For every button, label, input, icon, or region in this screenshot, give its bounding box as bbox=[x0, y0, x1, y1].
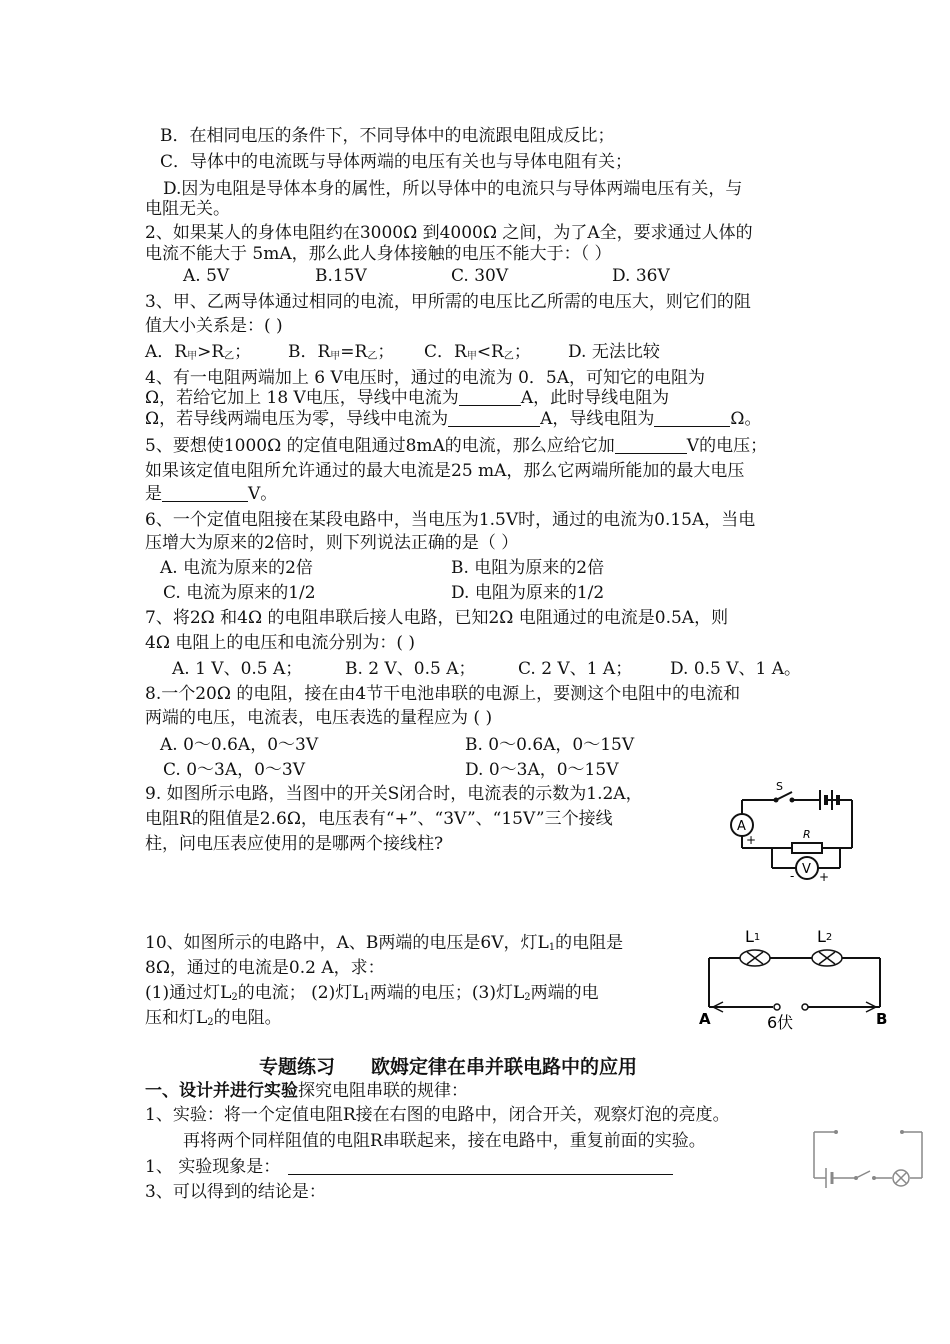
q8-option-b: B. 0～0.6A，0～15V bbox=[465, 735, 635, 755]
q1-option-d-line1: D.因为电阻是导体本身的属性，所以导体中的电流只与导体两端电压有关，与 bbox=[163, 179, 743, 199]
q10-terminal-b: B bbox=[876, 1010, 888, 1028]
q10-line1: 10、如图所示的电路中，A、B两端的电压是6V，灯$L_1$的电阻是 bbox=[145, 933, 624, 953]
q1-option-c: C．导体中的电流既与导体两端的电压有关也与导体电阻有关； bbox=[160, 152, 633, 172]
q1-option-d-line2: 电阻无关。 bbox=[145, 199, 230, 219]
q2-option-c: C. 30V bbox=[451, 266, 509, 286]
q5-line3: 是 V。 bbox=[145, 484, 278, 504]
q7-line1: 7、将2Ω 和4Ω 的电阻串联后接人电路，已知2Ω 电阻通过的电流是0.5A，则 bbox=[145, 608, 729, 628]
q6-option-a: A. 电流为原来的2倍 bbox=[160, 558, 313, 578]
q9-line1: 9. 如图所示电路，当图中的开关S闭合时，电流表的示数为1.2A， bbox=[145, 784, 643, 804]
section-circuit-figure bbox=[806, 1124, 926, 1194]
q3-line2: 值大小关系是：( ) bbox=[145, 316, 283, 336]
section-line3: 1、 实验现象是： bbox=[145, 1155, 673, 1179]
q2-option-b: B.15V bbox=[315, 266, 367, 286]
q6-option-d: D. 电阻为原来的1/2 bbox=[451, 583, 605, 603]
q3-option-b: B．$R_甲=R_乙$； bbox=[288, 342, 395, 362]
q9-line2: 电阻R的阻值是2.6Ω，电压表有“+”、“3V”、“15V”三个接线 bbox=[145, 809, 613, 829]
section-line2: 再将两个同样阻值的电阻R串联起来，接在电路中，重复前面的实验。 bbox=[183, 1131, 706, 1151]
q6-line2: 压增大为原来的2倍时，则下列说法正确的是（ ） bbox=[145, 533, 519, 553]
q7-line2: 4Ω 电阻上的电压和电流分别为：( ) bbox=[145, 633, 415, 653]
q3-option-d: D. 无法比较 bbox=[568, 342, 660, 362]
q10-voltage-label: 6伏 bbox=[767, 1013, 794, 1030]
q2-line1: 2、如果某人的身体电阻约在3000Ω 到4000Ω 之间，为了A全，要求通过人体的 bbox=[145, 223, 753, 243]
q4-blank-current-zero[interactable] bbox=[448, 410, 540, 427]
q3-option-a: A．$R_甲>R_乙$； bbox=[145, 342, 252, 362]
q1-option-b: B．在相同电压的条件下，不同导体中的电流跟电阻成反比； bbox=[160, 126, 615, 146]
q9-switch-label: S bbox=[776, 780, 783, 793]
q3-line1: 3、甲、乙两导体通过相同的电流，甲所需的电压比乙所需的电压大，则它们的阻 bbox=[145, 292, 751, 312]
q4-line2: Ω，若给它加上 18 V电压，导线中电流为 A，此时导线电阻为 bbox=[145, 388, 670, 408]
section-blank-phenomenon[interactable] bbox=[288, 1158, 673, 1175]
q10-circuit-figure bbox=[695, 920, 900, 1030]
q10-lamp1-label: L1 bbox=[745, 927, 761, 946]
q10-line2: 8Ω，通过的电流是0.2 A，求： bbox=[145, 958, 385, 978]
q10-line3: (1)通过灯$L_2$的电流； (2)灯$L_1$两端的电压；(3)灯$L_2$两端的电 bbox=[145, 983, 599, 1003]
q4-line3: Ω，若导线两端电压为零，导线中电流为 A，导线电阻为 Ω。 bbox=[145, 409, 762, 429]
section-line1: 1、实验：将一个定值电阻R接在右图的电路中，闭合开关，观察灯泡的亮度。 bbox=[145, 1105, 730, 1125]
section-title: 专题练习 欧姆定律在串并联电路中的应用 bbox=[259, 1056, 638, 1078]
q8-option-c: C. 0～3A，0～3V bbox=[163, 760, 306, 780]
q5-blank-voltage[interactable] bbox=[615, 437, 687, 454]
q9-resistor-label: R bbox=[803, 828, 811, 841]
q5-line2: 如果该定值电阻所允许通过的最大电流是25 mA，那么它两端所能加的最大电压 bbox=[145, 461, 745, 481]
q7-option-a: A. 1 V、0.5 A； bbox=[172, 659, 303, 679]
q9-voltmeter-minus: - bbox=[790, 869, 795, 882]
q4-blank-resistance[interactable] bbox=[654, 410, 730, 427]
q10-lamp2-label: L2 bbox=[817, 927, 833, 946]
q9-ammeter-plus: + bbox=[746, 833, 757, 847]
q10-terminal-a: A bbox=[699, 1010, 711, 1028]
section-line4: 3、可以得到的结论是： bbox=[145, 1182, 326, 1202]
q6-line1: 6、一个定值电阻接在某段电路中，当电压为1.5V时，通过的电流为0.15A，当电 bbox=[145, 510, 756, 530]
q7-option-c: C. 2 V、1 A； bbox=[518, 659, 633, 679]
q8-line1: 8.一个20Ω 的电阻，接在由4节干电池串联的电源上，要测这个电阻中的电流和 bbox=[145, 684, 741, 704]
q4-line1: 4、有一电阻两端加上 6 V电压时，通过的电流为 0．5A，可知它的电阻为 bbox=[145, 368, 706, 388]
q8-option-d: D. 0～3A，0～15V bbox=[465, 760, 619, 780]
q7-option-b: B. 2 V、0.5 A； bbox=[345, 659, 476, 679]
q5-line1: 5、要想使1000Ω 的定值电阻通过8mA的电流，那么应给它加 V的电压； bbox=[145, 436, 768, 456]
q8-line2: 两端的电压，电流表，电压表选的量程应为 ( ) bbox=[145, 708, 493, 728]
q9-voltmeter-label: V bbox=[802, 862, 811, 877]
q10-line4: 压和灯$L_2$的电阻。 bbox=[145, 1008, 282, 1028]
q9-ammeter-label: A bbox=[737, 819, 746, 834]
q4-blank-current[interactable] bbox=[459, 389, 521, 406]
q3-option-c: C．$R_甲<R_乙$； bbox=[424, 342, 531, 362]
q9-line3: 柱，问电压表应使用的是哪两个接线柱? bbox=[145, 834, 444, 854]
section-subheading: 一、设计并进行实验探究电阻串联的规律： bbox=[145, 1081, 468, 1101]
q6-option-c: C. 电流为原来的1/2 bbox=[163, 583, 316, 603]
q6-option-b: B. 电阻为原来的2倍 bbox=[451, 558, 605, 578]
q2-option-a: A. 5V bbox=[183, 266, 230, 286]
q2-line2: 电流不能大于 5mA，那么此人身体接触的电压不能大于：（ ） bbox=[145, 244, 612, 264]
q8-option-a: A. 0～0.6A，0～3V bbox=[160, 735, 319, 755]
q9-voltmeter-plus: + bbox=[819, 870, 830, 882]
q7-option-d: D. 0.5 V、1 A。 bbox=[670, 659, 802, 679]
q5-blank-max-voltage[interactable] bbox=[162, 485, 248, 502]
q2-option-d: D. 36V bbox=[612, 266, 670, 286]
q9-circuit-figure bbox=[722, 778, 882, 882]
